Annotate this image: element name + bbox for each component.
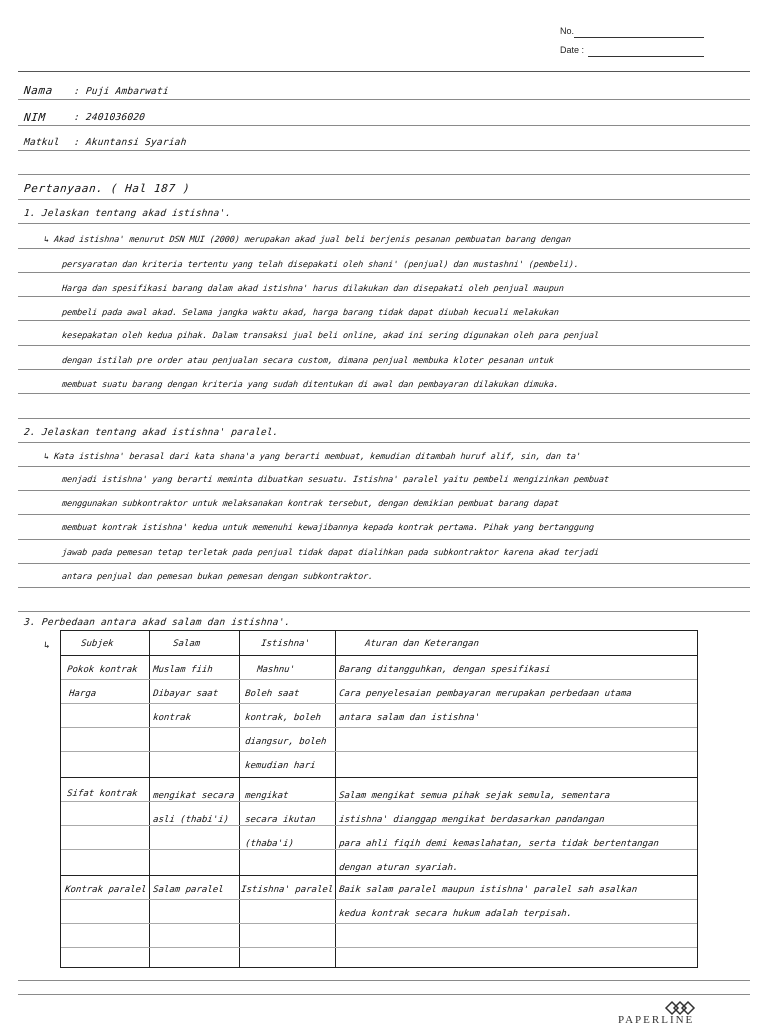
- ruled-line: [18, 223, 750, 224]
- q1-line: ↳ Akad istishna' menurut DSN MUI (2000) merupakan akad jual beli berjenis pesanan pembuatan barang dengan: [43, 235, 572, 245]
- table-ruled-line: [61, 923, 697, 924]
- q1-line: pembeli pada awal akad. Selama jangka waktu akad, harga barang tidak dapat diubah kecuali melakukan: [61, 308, 560, 318]
- matkul-value: : Akuntansi Syariah: [73, 137, 188, 148]
- ruled-line: [18, 442, 750, 443]
- ruled-line: [18, 272, 750, 273]
- table-ruled-line: [61, 849, 697, 850]
- table-cell: Istishna' paralel: [240, 885, 334, 895]
- comparison-table: [60, 630, 698, 968]
- ruled-line: [18, 174, 750, 175]
- no-underline: [574, 37, 704, 38]
- table-ruled-line: [61, 679, 697, 680]
- q2-title: 2. Jelaskan tentang akad istishna' paralel.: [23, 427, 280, 438]
- q1-line: persyaratan dan kriteria tertentu yang telah disepakati oleh shani' (penjual) dan mustashni' (pembeli).: [61, 260, 580, 270]
- table-ruled-line: [61, 751, 697, 752]
- ruled-line: [18, 125, 750, 126]
- header-divider: [61, 655, 697, 656]
- ruled-line: [18, 418, 750, 419]
- q1-line: dengan istilah pre order atau penjualan secara custom, dimana penjual membuka kloter pesanan untuk: [61, 356, 555, 366]
- nama-value: : Puji Ambarwati: [73, 86, 170, 97]
- table-cell: Cara penyelesaian pembayaran merupakan perbedaan utama: [338, 689, 633, 699]
- ruled-line: [18, 514, 750, 515]
- ruled-line: [18, 150, 750, 151]
- table-cell: Baik salam paralel maupun istishna' paralel sah asalkan: [338, 885, 638, 895]
- q3-arrow: ↳: [43, 640, 51, 651]
- ruled-line: [18, 199, 750, 200]
- table-cell: Barang ditangguhkan, dengan spesifikasi: [338, 665, 551, 675]
- ruled-line: [18, 320, 750, 321]
- table-cell: Kontrak paralel: [64, 885, 147, 895]
- ruled-line: [18, 563, 750, 564]
- ruled-line: [18, 248, 750, 249]
- ruled-line: [18, 611, 750, 612]
- table-cell: asli (thabi'i): [152, 815, 230, 825]
- question-heading: Pertanyaan. ( Hal 187 ): [23, 182, 191, 195]
- ruled-line: [18, 466, 750, 467]
- table-cell: kedua kontrak secara hukum adalah terpisah.: [338, 909, 573, 919]
- table-cell: antara salam dan istishna': [338, 713, 481, 723]
- ruled-line: [18, 345, 750, 346]
- table-ruled-line: [61, 825, 697, 826]
- nim-value: : 2401036020: [73, 112, 146, 123]
- table-ruled-line: [61, 703, 697, 704]
- matkul-label: Matkul: [23, 137, 61, 148]
- q1-line: Harga dan spesifikasi barang dalam akad istishna' harus dilakukan dan disepakati oleh penjual maupun: [61, 284, 565, 294]
- table-cell: Sifat kontrak: [66, 789, 139, 799]
- row-divider: [61, 875, 697, 876]
- table-ruled-line: [61, 947, 697, 948]
- ruled-line: [18, 490, 750, 491]
- table-ruled-line: [61, 801, 697, 802]
- table-cell: (thaba'i): [244, 839, 295, 849]
- q2-line: menggunakan subkontraktor untuk melaksanakan kontrak tersebut, dengan demikian pembuat barang dapat: [61, 499, 560, 509]
- col-header-aturan: Aturan dan Keterangan: [364, 639, 480, 649]
- table-ruled-line: [61, 899, 697, 900]
- q1-title: 1. Jelaskan tentang akad istishna'.: [23, 208, 232, 219]
- col-header-istishna: Istishna': [260, 639, 311, 649]
- nim-label: NIM: [23, 111, 47, 124]
- q2-line: antara penjual dan pemesan bukan pemesan dengan subkontraktor.: [61, 572, 374, 582]
- table-cell: Salam paralel: [152, 885, 225, 895]
- q2-line: membuat kontrak istishna' kedua untuk memenuhi kewajibannya kepada kontrak pertama. Pihak yang bertanggung: [61, 523, 595, 533]
- q2-line: ↳ Kata istishna' berasal dari kata shana'a yang berarti membuat, kemudian ditambah huruf alif, sin, dan ta': [43, 452, 582, 462]
- ruled-line: [18, 980, 750, 981]
- table-cell: Boleh saat: [244, 689, 300, 699]
- col-divider: [335, 631, 336, 967]
- date-underline: [588, 56, 704, 57]
- ruled-line: [18, 587, 750, 588]
- q2-line: jawab pada pemesan tetap terletak pada penjual tidak dapat dialihkan pada subkontraktor karena akad terjadi: [61, 548, 600, 558]
- date-label: Date :: [560, 45, 585, 55]
- brand-name: PAPERLINE: [618, 1014, 695, 1026]
- table-cell: diangsur, boleh: [244, 737, 327, 747]
- table-cell: dengan aturan syariah.: [338, 863, 459, 873]
- table-cell: Muslam fiih: [152, 665, 214, 675]
- date-field: [560, 45, 584, 55]
- row-divider: [61, 777, 697, 778]
- no-label: No.: [560, 26, 575, 36]
- table-cell: Dibayar saat: [152, 689, 219, 699]
- table-cell: Mashnu': [256, 665, 296, 675]
- nama-label: Nama: [23, 84, 54, 97]
- table-ruled-line: [61, 727, 697, 728]
- table-cell: kemudian hari: [244, 761, 317, 771]
- table-cell: Harga: [68, 689, 97, 699]
- q3-title: 3. Perbedaan antara akad salam dan istishna'.: [23, 617, 292, 628]
- q2-line: menjadi istishna' yang berarti meminta dibuatkan sesuatu. Istishna' paralel yaitu pembeli mengizinkan pembuat: [61, 475, 610, 485]
- ruled-line: [18, 369, 750, 370]
- col-divider: [239, 631, 240, 967]
- table-cell: Pokok kontrak: [66, 665, 139, 675]
- ruled-line: [18, 296, 750, 297]
- table-cell: mengikat secara: [152, 791, 235, 801]
- table-cell: mengikat: [244, 791, 289, 801]
- table-cell: kontrak: [152, 713, 192, 723]
- col-header-salam: Salam: [172, 639, 201, 649]
- table-cell: kontrak, boleh: [244, 713, 322, 723]
- no-field: [560, 26, 574, 36]
- q1-line: membuat suatu barang dengan kriteria yang sudah ditentukan di awal dan pembayaran dilakukan dimuka.: [61, 380, 560, 390]
- table-cell: para ahli fiqih demi kemaslahatan, serta tidak bertentangan: [338, 839, 660, 849]
- table-cell: Salam mengikat semua pihak sejak semula, sementara: [338, 791, 611, 801]
- ruled-line: [18, 99, 750, 100]
- q1-line: kesepakatan oleh kedua pihak. Dalam transaksi jual beli online, akad ini sering digunakan oleh para penjual: [61, 331, 600, 341]
- ruled-line: [18, 71, 750, 72]
- ruled-line: [18, 539, 750, 540]
- col-header-subjek: Subjek: [80, 639, 115, 649]
- ruled-line: [18, 393, 750, 394]
- ruled-line: [18, 994, 750, 995]
- table-cell: secara ikutan: [244, 815, 317, 825]
- table-cell: istishna' dianggap mengikat berdasarkan pandangan: [338, 815, 606, 825]
- col-divider: [149, 631, 150, 967]
